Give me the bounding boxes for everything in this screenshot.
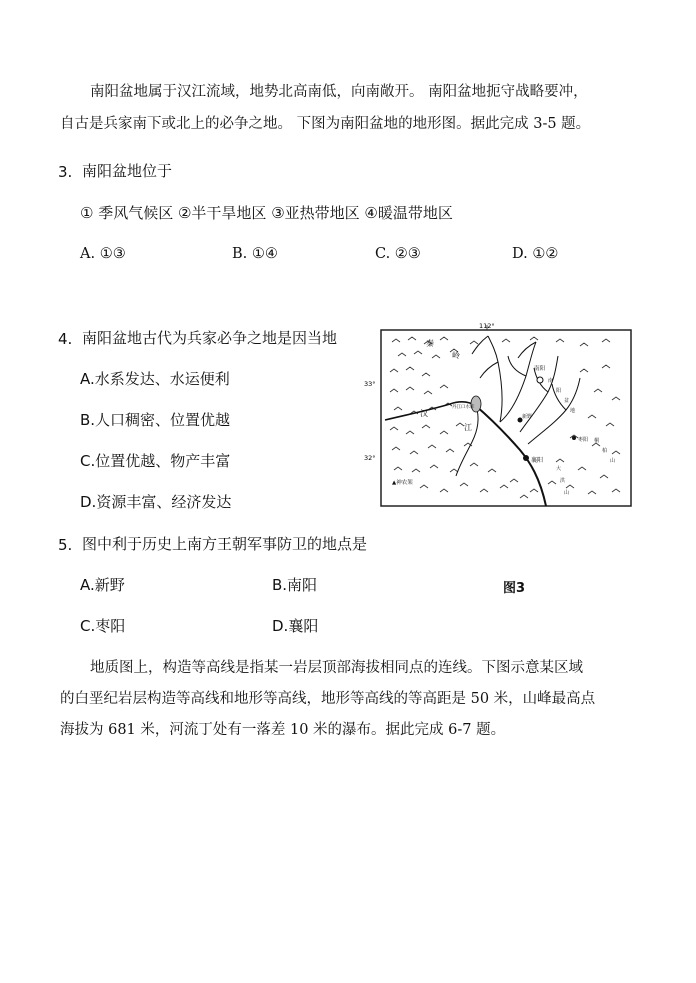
label-xinye: 新野 xyxy=(522,414,533,420)
q4-stem: 南阳盆地古代为兵家必争之地是因当地 xyxy=(82,329,338,347)
label-basin-4: 地 xyxy=(570,408,576,414)
intro-line-1: 南阳盆地属于汉江流域，地势北高南低，向南敞开。 南阳盆地扼守战略要冲， xyxy=(90,84,588,100)
intro2-line-2: 的白垩纪岩层构造等高线和地形等高线，地形等高线的等高距是 50 米，山峰最高点 xyxy=(60,691,596,707)
label-tongbai-2: 柏 xyxy=(602,448,608,454)
q5-option-c[interactable]: C.枣阳 xyxy=(80,617,126,635)
label-basin-2: 阳 xyxy=(556,388,562,394)
label-zaoyang: 枣阳 xyxy=(578,437,589,443)
label-nanyang: 南阳 xyxy=(534,366,546,372)
label-ling: 岭 xyxy=(452,351,460,360)
q4-option-d[interactable]: D.资源丰富、经济发达 xyxy=(80,493,232,511)
intro2-line-3: 海拔为 681 米，河流丁处有一落差 10 米的瀑布。据此完成 6-7 题。 xyxy=(60,722,506,738)
intro-line-2: 自古是兵家南下或北上的必争之地。 下图为南阳盆地的地形图。据此完成 3-5 题。 xyxy=(60,116,591,132)
q4-option-c[interactable]: C.位置优越、物产丰富 xyxy=(80,452,231,470)
q4-number: 4. xyxy=(58,330,73,348)
q3-items: ① 季风气候区 ②半干旱地区 ③亚热带地区 ④暖温带地区 xyxy=(80,204,453,222)
q3-option-c[interactable]: C. ②③ xyxy=(375,246,421,262)
zaoyang-dot xyxy=(572,436,576,440)
map-lon-label: 112° xyxy=(479,322,495,330)
q5-option-b[interactable]: B.南阳 xyxy=(272,576,318,594)
figure-caption: 图3 xyxy=(503,581,526,596)
label-jiang: 江 xyxy=(464,423,472,432)
nanyang-basin-map xyxy=(364,322,632,508)
q4-option-b[interactable]: B.人口稠密、位置优越 xyxy=(80,411,231,429)
label-xiangyang: 襄阳 xyxy=(531,457,544,464)
map-lat-32: 32° xyxy=(364,454,376,462)
label-shennongjia: ▲神农架 xyxy=(392,480,413,486)
q4-option-a[interactable]: A.水系发达、水运便利 xyxy=(80,370,230,388)
q5-option-a[interactable]: A.新野 xyxy=(80,576,125,594)
q3-option-d[interactable]: D. ①② xyxy=(512,246,559,262)
label-dahong-1: 大 xyxy=(556,466,562,472)
label-tongbai-3: 山 xyxy=(610,458,616,464)
label-tongbai-1: 桐 xyxy=(594,438,600,444)
nanyang-dot xyxy=(537,377,543,383)
label-dahong-3: 山 xyxy=(564,490,570,496)
q5-number: 5. xyxy=(58,536,73,554)
q3-number: 3. xyxy=(58,163,73,181)
q5-option-d[interactable]: D.襄阳 xyxy=(272,617,319,635)
label-reservoir: 丹江口水库 xyxy=(452,405,475,410)
q3-option-b[interactable]: B. ①④ xyxy=(232,246,278,262)
label-dahong-2: 洪 xyxy=(560,478,566,484)
map-lat-33: 33° xyxy=(364,380,376,388)
q3-stem: 南阳盆地位于 xyxy=(82,162,173,180)
intro2-line-1: 地质图上，构造等高线是指某一岩层顶部海拔相同点的连线。下图示意某区域 xyxy=(90,660,583,676)
label-han: 汉 xyxy=(420,409,428,418)
label-qin: 秦 xyxy=(426,339,434,348)
label-basin-3: 盆 xyxy=(564,398,570,404)
label-basin-1: 南 xyxy=(548,378,554,384)
q5-stem: 图中利于历史上南方王朝军事防卫的地点是 xyxy=(82,535,368,553)
xiangyang-dot xyxy=(523,455,529,461)
q3-option-a[interactable]: A. ①③ xyxy=(80,246,126,262)
